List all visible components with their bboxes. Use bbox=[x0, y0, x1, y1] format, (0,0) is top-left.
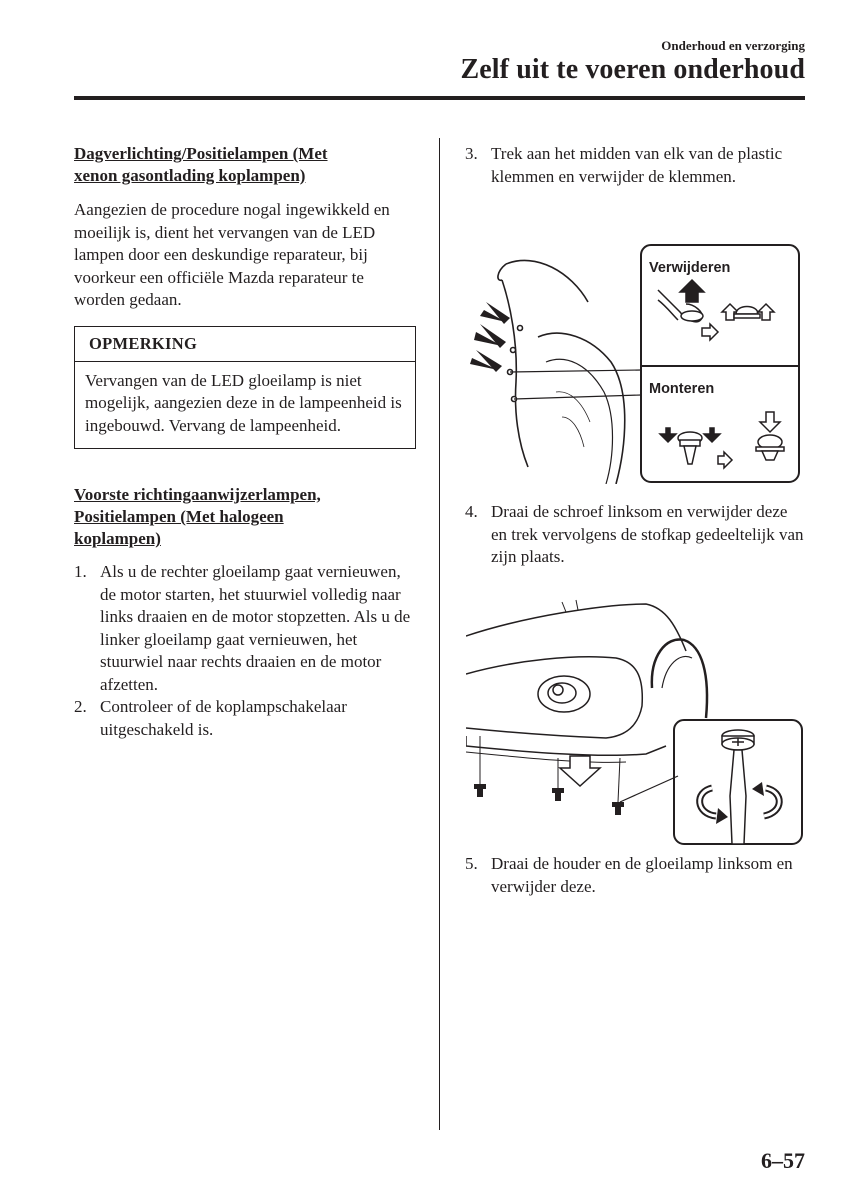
step-text: Als u de rechter gloeilamp gaat vernieuwen, de motor starten, het stuurwiel volledig naar links draaien en de motor stopzetten. Als u de linker gloeilamp gaat vernieuwen, het stuurwiel naar rechts draaien en de motor afzetten. bbox=[100, 562, 411, 694]
label-install: Monteren bbox=[649, 381, 715, 397]
heading-line: xenon gasontlading koplampen) bbox=[74, 166, 306, 185]
heading-line: Voorste richtingaanwijzerlampen, bbox=[74, 485, 321, 504]
remove-steps-icon bbox=[658, 280, 774, 340]
section-header: Onderhoud en verzorging bbox=[661, 38, 805, 53]
page-number: 6–57 bbox=[761, 1148, 805, 1173]
step-text: Controleer of de koplampschakelaar uitgeschakeld is. bbox=[100, 697, 347, 739]
note-title: OPMERKING bbox=[75, 327, 415, 362]
header-rule bbox=[74, 96, 805, 100]
label-remove: Verwijderen bbox=[649, 260, 731, 276]
section-heading-turn-signal bbox=[74, 484, 416, 550]
paragraph-intro: Aangezien de procedure nogal ingewikkeld en moeilijk is, dient het vervangen van de LED lampen door een deskundige reparateur, bij voorkeur een officiële Mazda reparateur te worden gedaan. bbox=[74, 200, 390, 309]
step-list-right-5 bbox=[465, 853, 805, 898]
step-text: Trek aan het midden van elk van de plastic klemmen en verwijder de klemmen. bbox=[491, 144, 783, 186]
step-list-left bbox=[74, 561, 416, 741]
page-title: Zelf uit te voeren onderhoud bbox=[460, 54, 805, 85]
step-number: 4. bbox=[465, 502, 478, 521]
step-number: 2. bbox=[74, 697, 87, 716]
step-text: Draai de schroef linksom en verwijder deze en trek vervolgens de stofkap gedeeltelijk van zijn plaats. bbox=[491, 502, 804, 566]
list-item bbox=[74, 561, 416, 696]
section-heading-drl bbox=[74, 143, 416, 187]
list-item bbox=[465, 143, 805, 188]
step-number: 1. bbox=[74, 562, 87, 581]
left-column bbox=[74, 143, 416, 741]
step-number: 3. bbox=[465, 144, 478, 163]
step-list-right-3 bbox=[465, 143, 805, 188]
list-item bbox=[74, 696, 416, 741]
clip-removal-illustration bbox=[466, 242, 804, 484]
step-list-right-4 bbox=[465, 501, 805, 569]
column-divider bbox=[439, 138, 440, 1130]
step-text: Draai de houder en de gloeilamp linksom en verwijder deze. bbox=[491, 854, 793, 896]
list-item bbox=[465, 501, 805, 569]
heading-line: Positielampen (Met halogeen bbox=[74, 507, 284, 526]
install-steps-icon bbox=[660, 412, 784, 468]
heading-line: koplampen) bbox=[74, 529, 161, 548]
step-number: 5. bbox=[465, 854, 478, 873]
list-item bbox=[465, 853, 805, 898]
screw-removal-illustration bbox=[466, 596, 806, 846]
note-body: Vervangen van de LED gloeilamp is niet mogelijk, aangezien deze in de lampeenheid is ingebouwd. Vervang de lampeenheid. bbox=[85, 370, 402, 435]
note-box bbox=[74, 326, 416, 450]
heading-line: Dagverlichting/Positielampen (Met bbox=[74, 144, 328, 163]
